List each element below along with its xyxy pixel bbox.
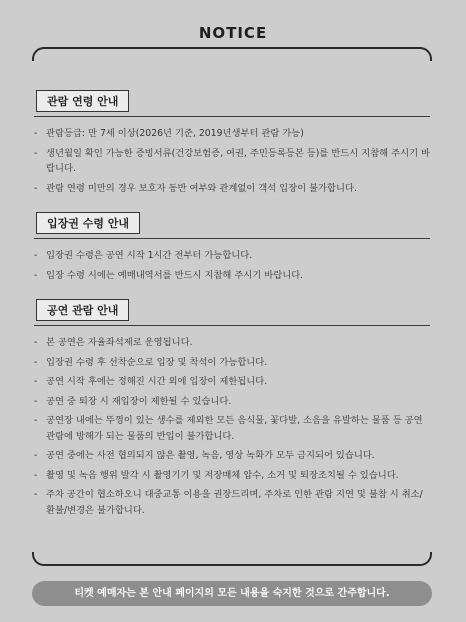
section-heading: 공연 관람 안내 bbox=[36, 299, 129, 321]
dash-bullet-icon: - bbox=[34, 376, 38, 387]
section-heading: 관람 연령 안내 bbox=[36, 90, 129, 112]
list-item-text: 관람 연령 미만의 경우 보호자 동반 여부와 관계없이 객석 입장이 불가합니다. bbox=[46, 182, 357, 194]
dash-bullet-icon: - bbox=[34, 250, 38, 261]
notice-title: NOTICE bbox=[198, 24, 268, 42]
dash-bullet-icon: - bbox=[34, 356, 38, 368]
notice-content bbox=[34, 90, 430, 534]
list-item bbox=[34, 355, 430, 371]
list-item bbox=[34, 374, 430, 390]
dash-bullet-icon: - bbox=[34, 450, 38, 461]
dash-bullet-icon: - bbox=[34, 182, 38, 194]
dash-bullet-icon: - bbox=[34, 469, 38, 481]
section-heading: 입장권 수령 안내 bbox=[36, 212, 140, 234]
list-item-text: 공연 시작 후에는 정해진 시간 외에 입장이 제한됩니다. bbox=[46, 376, 268, 387]
list-item-text: 공연 중에는 사전 협의되지 않은 촬영, 녹음, 영상 녹화가 모두 금지되어 있습니다. bbox=[46, 450, 375, 461]
list-item-text: 공연장 내에는 뚜껑이 있는 생수를 제외한 모든 음식물, 꽃다발, 소음을 유발하는 물품 등 공연 관람에 방해가 되는 물품의 반입이 불가합니다. bbox=[46, 415, 423, 442]
bottom-bracket-frame bbox=[32, 552, 432, 566]
list-item-text: 생년월일 확인 가능한 증빙서류(건강보험증, 여권, 주민등록등본 등)를 반드시 지참해 주시기 바랍니다. bbox=[46, 147, 430, 174]
dash-bullet-icon: - bbox=[34, 147, 38, 159]
list-item bbox=[34, 487, 430, 518]
section-divider bbox=[34, 238, 430, 239]
dash-bullet-icon: - bbox=[34, 128, 38, 139]
list-item-text: 입장 수령 시에는 예매내역서를 반드시 지참해 주시기 바랍니다. bbox=[46, 269, 304, 281]
list-item bbox=[34, 146, 430, 177]
dash-bullet-icon: - bbox=[34, 269, 38, 281]
list-item-text: 촬영 및 녹음 행위 발각 시 촬영기기 및 저장매체 압수, 소거 및 퇴장조치될 수 있습니다. bbox=[46, 469, 399, 481]
list-item bbox=[34, 181, 430, 197]
list-item bbox=[34, 268, 430, 284]
section-divider bbox=[34, 116, 430, 117]
section-ticket bbox=[34, 212, 430, 283]
list-item bbox=[34, 413, 430, 444]
list-item-text: 입장권 수령 후 선착순으로 입장 및 착석이 가능합니다. bbox=[46, 356, 268, 368]
list-item bbox=[34, 248, 430, 264]
footer-notice-banner: 티켓 예매자는 본 안내 페이지의 모든 내용을 숙지한 것으로 간주합니다. bbox=[32, 581, 432, 606]
list-item-text: 주차 공간이 협소하오니 대중교통 이용을 권장드리며, 주차로 인한 관람 지연 및 불참 시 취소/환불/변경은 불가합니다. bbox=[46, 489, 423, 516]
list-item-text: 입장권 수령은 공연 시작 1시간 전부터 가능합니다. bbox=[46, 250, 253, 261]
top-bracket-frame bbox=[32, 47, 432, 61]
dash-bullet-icon: - bbox=[34, 395, 38, 407]
list-item bbox=[34, 126, 430, 142]
list-item-text: 관람등급: 만 7세 이상(2026년 기준, 2019년생부터 관람 가능) bbox=[46, 128, 304, 139]
dash-bullet-icon: - bbox=[34, 337, 38, 348]
list-item bbox=[34, 448, 430, 464]
section-viewing bbox=[34, 299, 430, 518]
dash-bullet-icon: - bbox=[34, 415, 38, 426]
dash-bullet-icon: - bbox=[34, 489, 38, 500]
list-item-text: 본 공연은 자율좌석제로 운영됩니다. bbox=[46, 337, 193, 348]
list-item bbox=[34, 468, 430, 484]
list-item-text: 공연 중 퇴장 시 재입장이 제한될 수 있습니다. bbox=[46, 395, 232, 407]
list-item bbox=[34, 335, 430, 351]
list-item bbox=[34, 394, 430, 410]
section-divider bbox=[34, 325, 430, 326]
section-age bbox=[34, 90, 430, 196]
